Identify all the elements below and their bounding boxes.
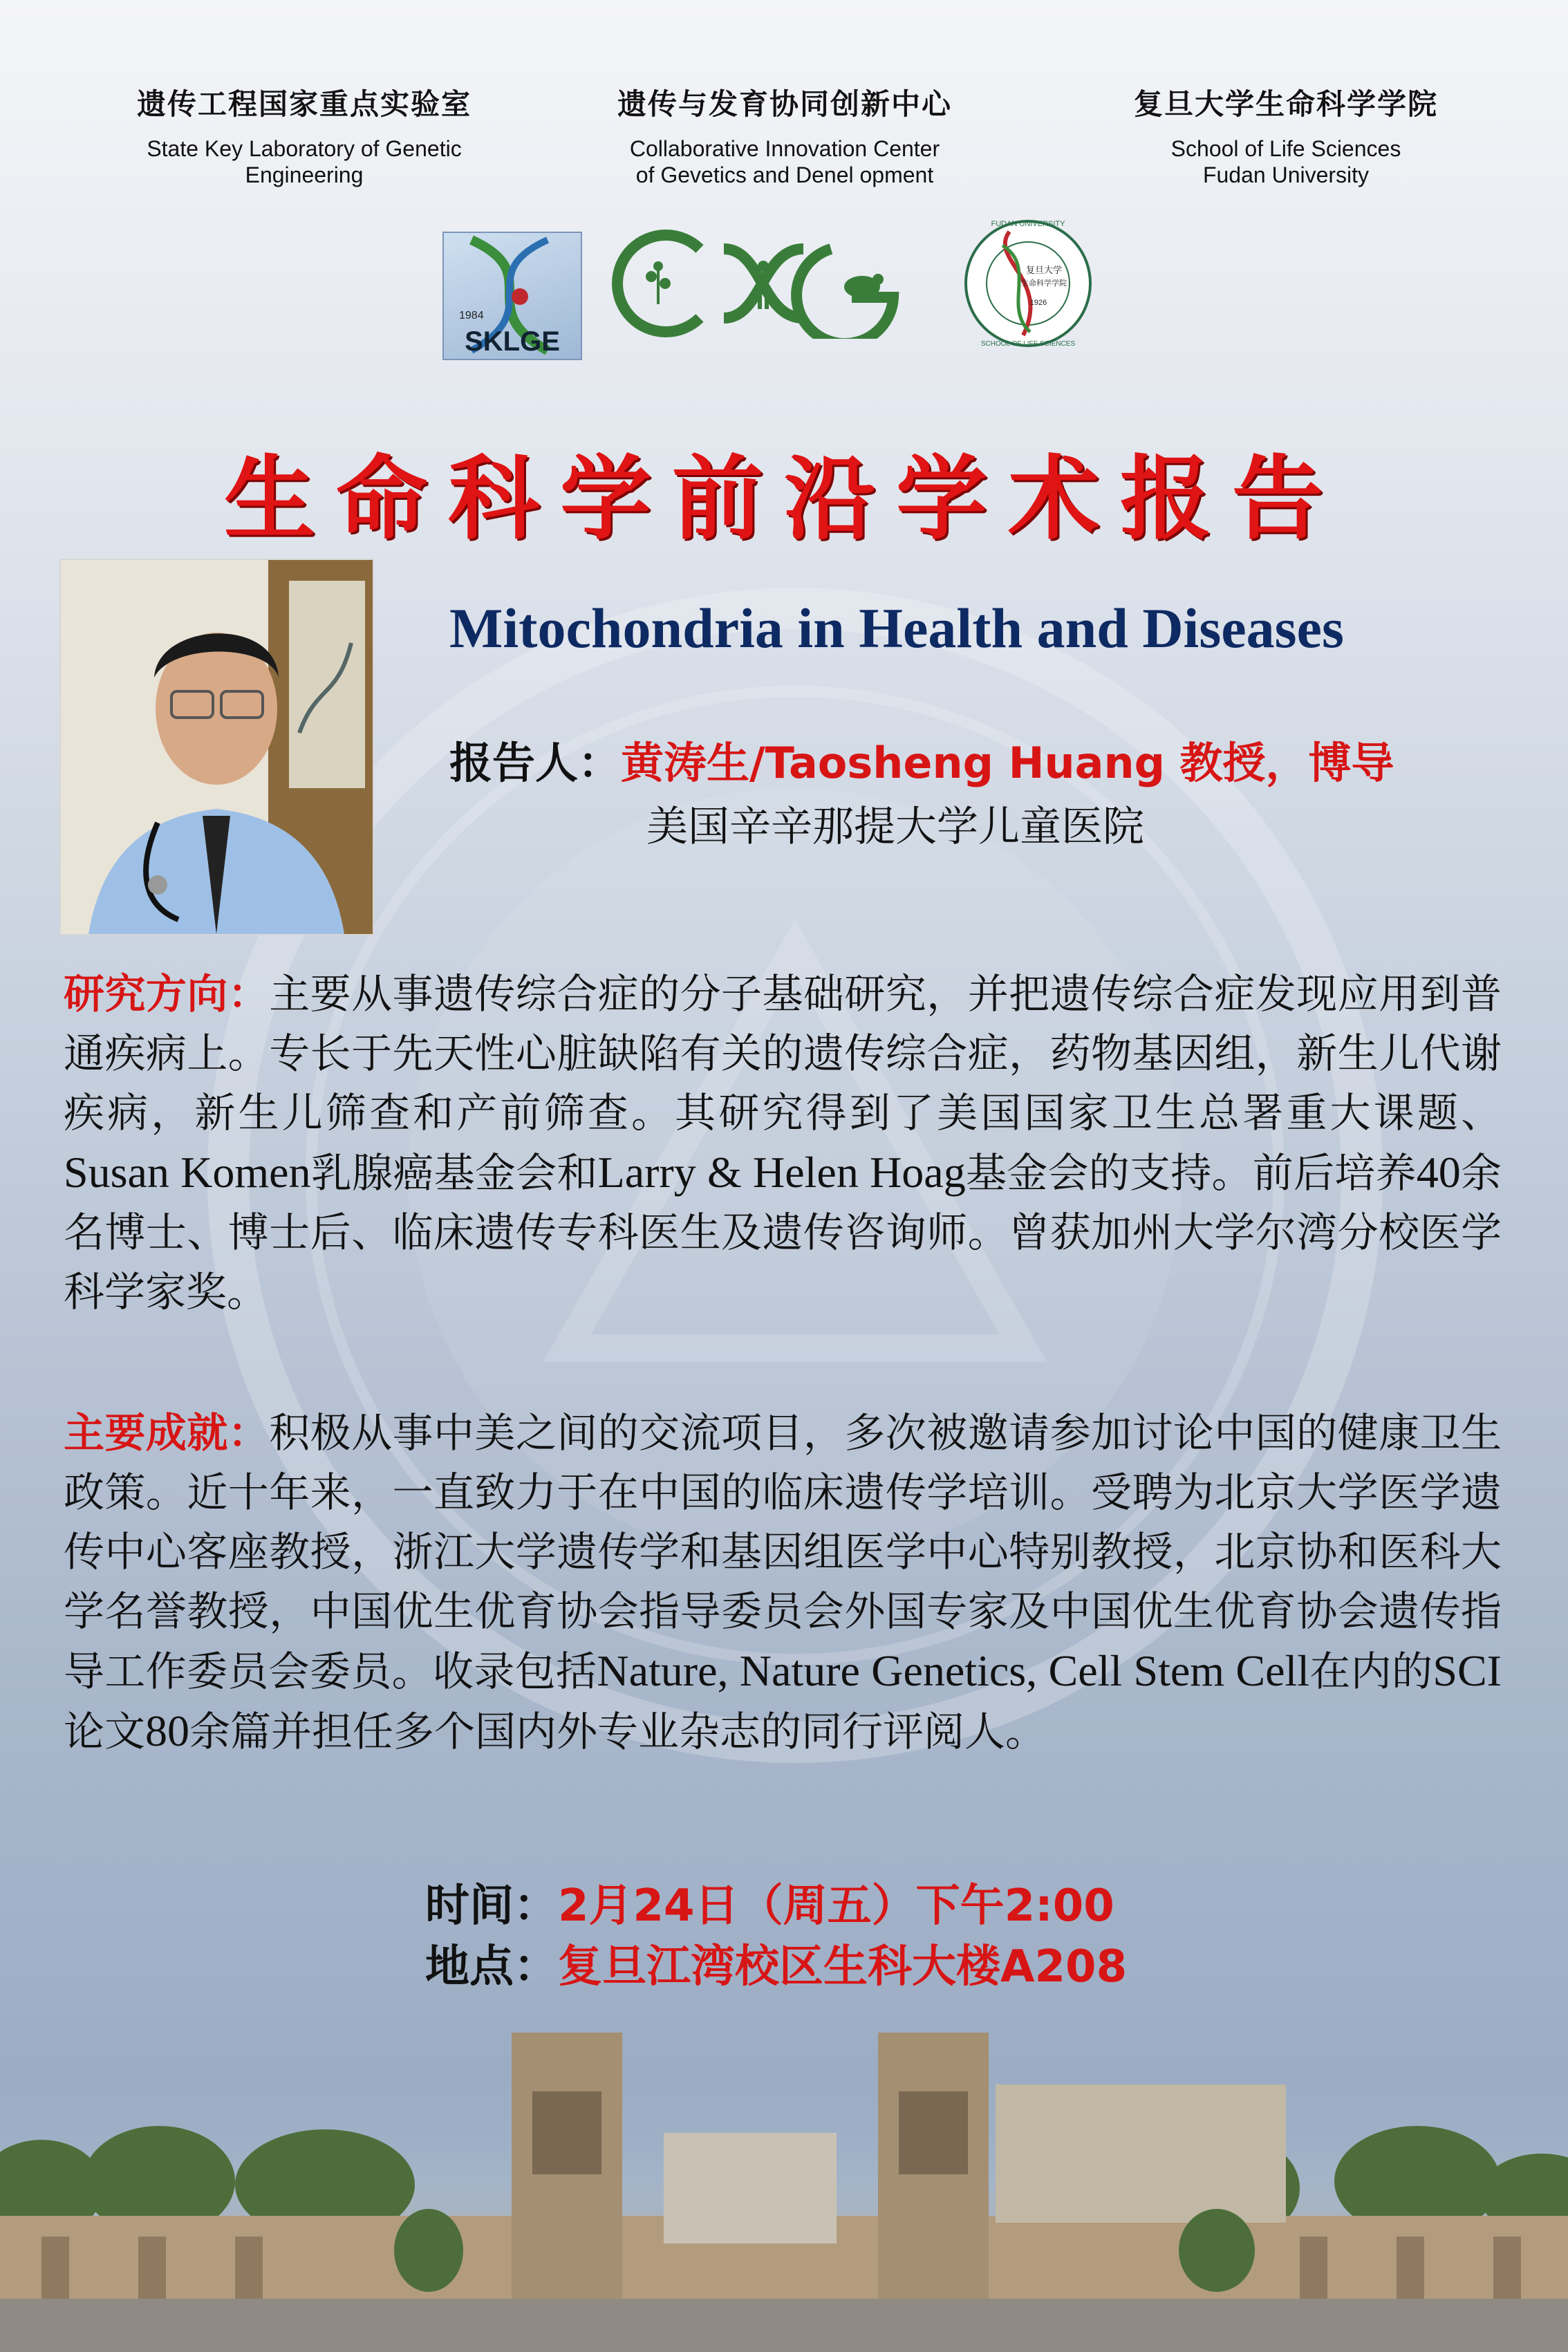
institution-name-cn: 遗传工程国家重点实验室 <box>136 87 472 121</box>
event-time-label: 时间： <box>425 1880 558 1932</box>
achievements-label: 主要成就： <box>64 1409 270 1457</box>
research-text: 主要从事遗传综合症的分子基础研究，并把遗传综合症发现应用到普通疾病上。专长于先天性心脏缺陷有关的遗传综合症，药物基因组，新生儿代谢疾病，新生儿筛查和产前筛查。其研究得到了美国国家卫生总署重大课题、 <box>64 970 1502 1137</box>
event-place-value: 复旦江湾校区生科大楼A208 <box>558 1941 1128 1992</box>
research-text-latin: Susan Komen <box>64 1148 311 1197</box>
research-paragraph <box>64 964 1502 1322</box>
institution-name-en-line1: School of Life Sciences <box>1170 136 1401 161</box>
achievements-paragraph <box>64 1403 1502 1762</box>
fudan-ring-text-top: FUDAN UNIVERSITY <box>991 220 1065 228</box>
achievements-text: 余篇并担任多个国内外专业杂志的同行评阅人。 <box>189 1708 1047 1755</box>
institution-ccgd <box>563 82 1006 188</box>
institution-name-en-line2: Fudan University <box>1202 162 1370 187</box>
achievements-text-latin: 80 <box>145 1706 190 1755</box>
fudan-life-sciences-logo <box>961 204 1096 356</box>
institution-name-en-line2: of Gevetics and Denel opment <box>635 162 934 187</box>
research-text: 余名博士、博士后、临床遗传专科医生及遗传咨询师。曾获加州大学尔湾分校医学科学家奖。 <box>64 1149 1502 1316</box>
achievements-text-latin: SCI <box>1432 1646 1502 1695</box>
sklge-year: 1984 <box>459 310 484 321</box>
plant-icon <box>646 261 671 304</box>
institution-name-en-line2: Engineering <box>245 162 364 187</box>
research-text: 乳腺癌基金会和 <box>310 1149 598 1197</box>
institution-name-en-line1: Collaborative Innovation Center <box>629 136 940 161</box>
achievements-text-latin: Nature, Nature Genetics, Cell Stem Cell <box>597 1646 1310 1695</box>
achievements-text: 在内的 <box>1309 1648 1433 1695</box>
institution-name-cn: 遗传与发育协同创新中心 <box>617 87 952 121</box>
research-label: 研究方向： <box>64 970 270 1018</box>
event-time <box>425 1870 1114 1934</box>
fudan-inner-text-1: 复旦大学 <box>1025 265 1063 276</box>
achievements-text: 论文 <box>64 1708 146 1755</box>
research-text-latin: 40 <box>1416 1148 1461 1197</box>
speaker-portrait <box>59 559 374 935</box>
institution-name-cn: 复旦大学生命科学学院 <box>1133 87 1438 121</box>
institution-name-en <box>563 136 1006 188</box>
campus-gate-photo <box>0 2008 1568 2352</box>
fudan-year: 1926 <box>1029 299 1047 307</box>
speaker-name: 黄涛生/Taosheng Huang 教授，博导 <box>621 738 1394 788</box>
speaker-label: 报告人： <box>449 738 622 788</box>
institution-name-en <box>1065 136 1507 188</box>
research-text-latin: Larry & Helen Hoag <box>597 1148 966 1197</box>
ccgd-logo <box>603 228 949 339</box>
human-figure-icon <box>758 261 769 309</box>
institution-fudan-life-sciences <box>1065 82 1507 188</box>
event-place-label: 地点： <box>425 1941 558 1992</box>
event-time-value: 2月24日（周五）下午2:00 <box>558 1880 1114 1932</box>
fudan-inner-text-2: 生命科学学院 <box>1021 279 1067 288</box>
sklge-logo-text: SKLGE <box>465 326 560 357</box>
fudan-ring-text-bottom: SCHOOL OF LIFE SCIENCES <box>980 340 1076 348</box>
achievements-text: 积极从事中美之间的交流项目，多次被邀请参加讨论中国的健康卫生政策。近十年来，一直致力于在中国的临床遗传学培训。受聘为北京大学医学遗传中心客座教授，浙江大学遗传学和基因组医学中心特别教授，北京协和医科大学名誉教授，中国优生优育协会指导委员会外国专家及中国优生优育协会遗传指导工作委员会委员。收录包括 <box>64 1409 1502 1695</box>
speaker-line <box>449 729 1394 790</box>
speaker-affiliation: 美国辛辛那提大学儿童医院 <box>646 803 1144 851</box>
institution-name-en <box>83 136 525 188</box>
sklge-logo <box>442 232 582 360</box>
event-place <box>425 1931 1127 1995</box>
institution-sklge <box>83 82 525 188</box>
research-text: 基金会的支持。前后培养 <box>965 1149 1417 1197</box>
talk-title: Mitochondria in Health and Diseases <box>449 597 1344 660</box>
main-title: 生命科学前沿学术报告 <box>224 445 1344 552</box>
institution-name-en-line1: State Key Laboratory of Genetic <box>147 136 462 161</box>
